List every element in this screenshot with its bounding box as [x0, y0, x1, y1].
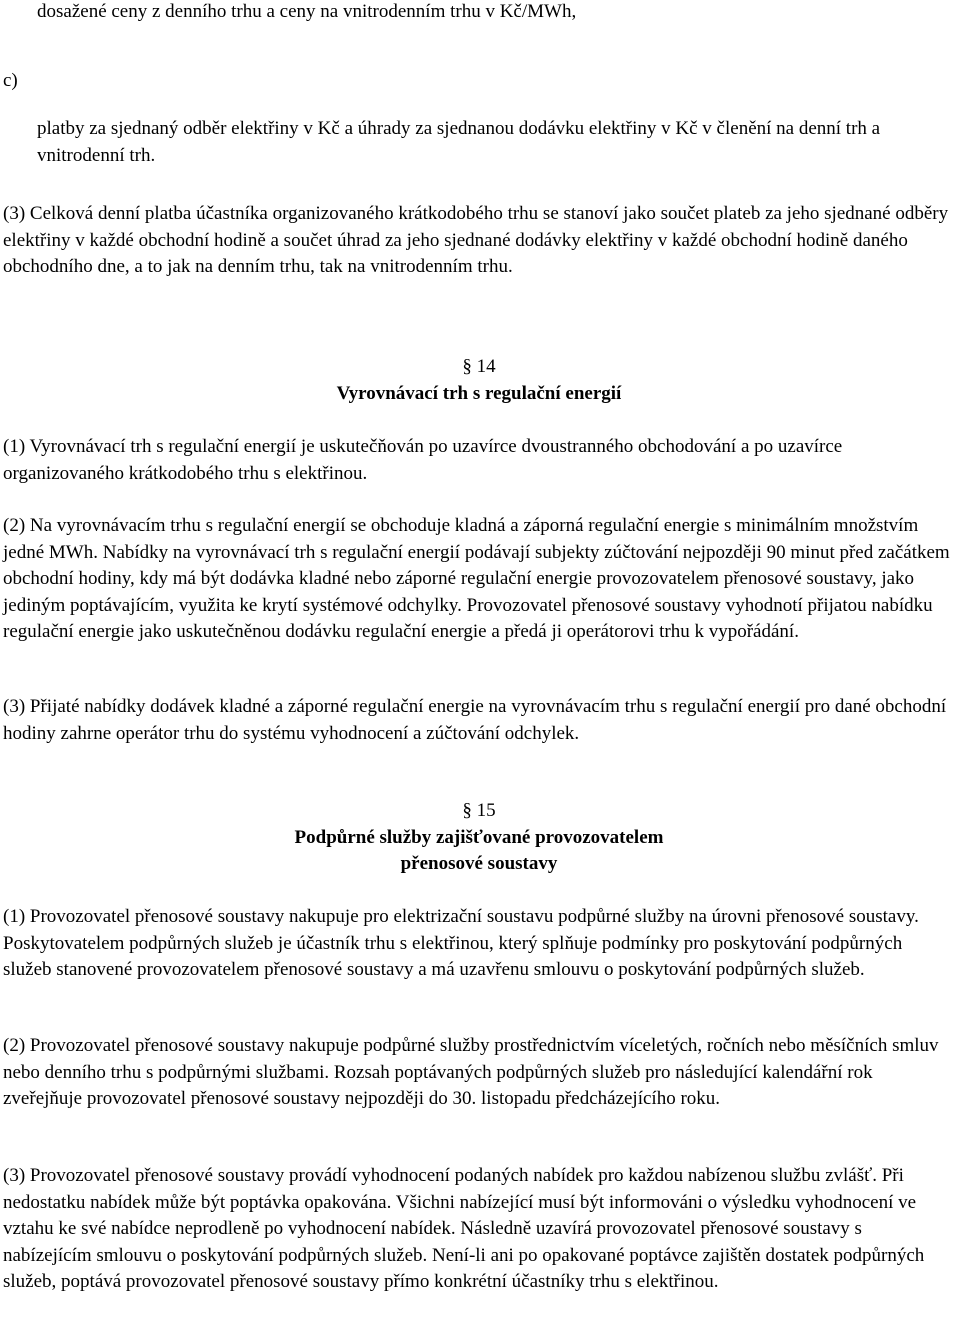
section-number: § 14 — [462, 356, 496, 377]
section-title: Podpůrné služby zajišťované provozovatelem — [294, 826, 664, 848]
section-number: § 15 — [462, 800, 496, 821]
section-14-para-1: (1) Vyrovnávací trh s regulační energií je uskutečňován po uzavírce dvoustranného obchodování a po uzavírce organizovaného krátkodobého trhu s elektřinou. — [3, 436, 843, 484]
section-14-para-2: (2) Na vyrovnávacím trhu s regulační energií se obchoduje kladná a záporná regulační energie s minimálním množstvím jedné MWh. Nabídky na vyrovnávací trh s regulační energií podávají subjekty zúčtování nejpozději 90 minut před začátkem obchodní hodiny, kdy má být dodávka kladné nebo záporné regulační energie provozovatelem přenosové soustavy, jako jediným poptávajícím, využita ke krytí systémové odchylky. Provozovatel přenosové soustavy vyhodnotí přijatou nabídku regulační energie jako uskutečněnou dodávku regulační energie a předá ji operátorovi trhu k vypořádání. — [3, 515, 950, 642]
item-b-tail — [3, 0, 960, 26]
paragraph-3: (3) Celková denní platba účastníka organizovaného krátkodobého trhu se stanoví jako součet plateb za jeho sjednané odběry elektřiny v každé obchodní hodině a součet úhrad za jeho sjednané dodávky elektřiny v každé obchodní hodině daného obchodního dne, a to jak na denním trhu, tak na vnitrodenním trhu. — [3, 203, 949, 277]
item-c-text: platby za sjednaný odběr elektřiny v Kč a úhrady za sjednanou dodávku elektřiny v Kč v členění na denní trh a vnitrodenní trh. — [37, 118, 881, 166]
section-15-para-1: (1) Provozovatel přenosové soustavy nakupuje pro elektrizační soustavu podpůrné služby na úrovni přenosové soustavy. Poskytovatelem podpůrných služeb je účastník trhu s elektřinou, který splňuje podmínky pro poskytování podpůrných služeb stanovené provozovatelem přenosové soustavy a má uzavřenu smlouvu o poskytování podpůrných služeb. — [3, 906, 919, 980]
item-c-label: c) — [3, 70, 18, 91]
section-14-heading — [3, 354, 955, 407]
section-title: Vyrovnávací trh s regulační energií — [336, 382, 622, 404]
section-title-line-2: přenosové soustavy — [400, 853, 558, 874]
section-15-heading — [3, 798, 955, 878]
section-14-para-3: (3) Přijaté nabídky dodávek kladné a záporné regulační energie na vyrovnávacím trhu s regulační energií pro dané obchodní hodiny zahrne operátor trhu do systému vyhodnocení a zúčtování odchylek. — [3, 696, 947, 744]
section-15-para-2: (2) Provozovatel přenosové soustavy nakupuje podpůrné služby prostřednictvím víceletých, ročních nebo měsíčních smluv nebo denního trhu s podpůrnými službami. Rozsah poptávaných podpůrných služeb pro následující kalendářní rok zveřejňuje provozovatel přenosové soustavy nejpozději do 30. listopadu předcházejícího roku. — [3, 1035, 939, 1109]
item-c — [3, 116, 955, 169]
item-b-text: dosažené ceny z denního trhu a ceny na vnitrodenním trhu v Kč/MWh, — [37, 1, 577, 22]
section-15-para-3: (3) Provozovatel přenosové soustavy provádí vyhodnocení podaných nabídek pro každou nabízenou službu zvlášť. Při nedostatku nabídek může být poptávka opakována. Všichni nabízející musí být informováni o výsledku vyhodnocení ve vztahu ke své nabídce neprodleně po vyhodnocení nabídek. Následně uzavírá provozovatel přenosové soustavy s nabízejícím smlouvu o poskytování podpůrných služeb. Není-li ani po opakované poptávce zajištěn dostatek podpůrných služeb, poptává provozovatel přenosové soustavy přímo konkrétní účastníky trhu s elektřinou. — [3, 1165, 925, 1292]
